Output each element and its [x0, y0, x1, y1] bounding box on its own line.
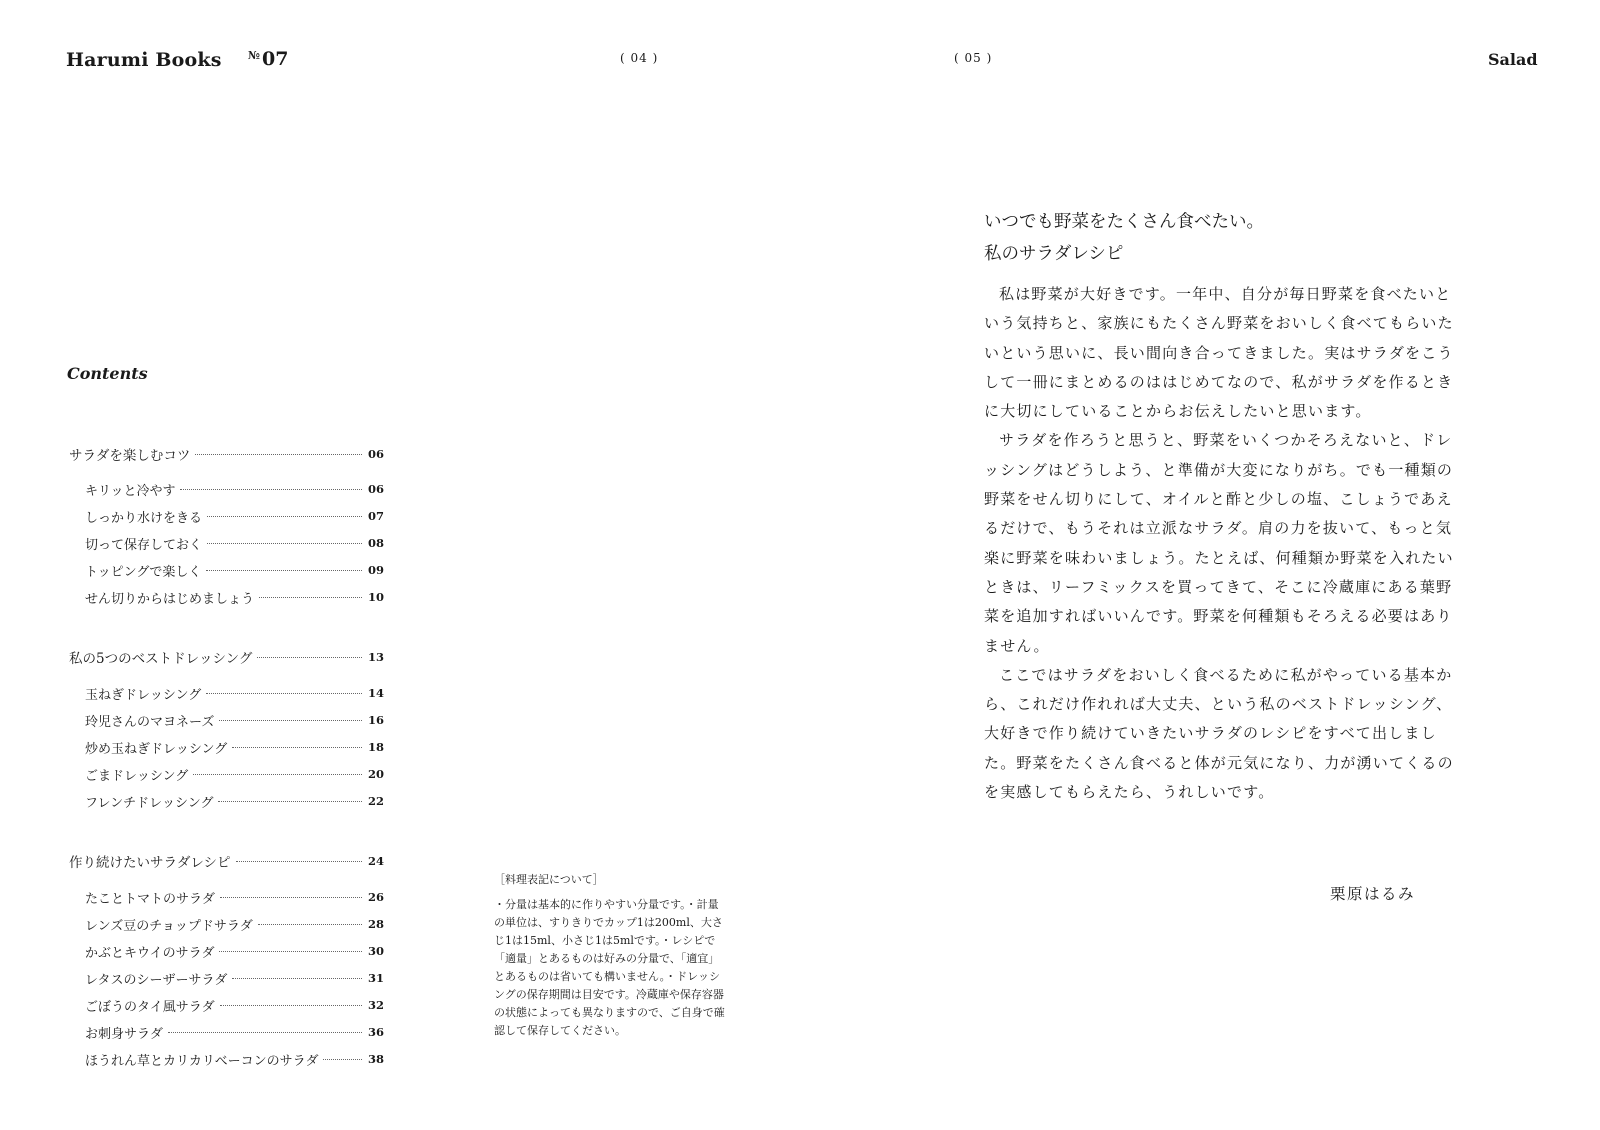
toc-page: 30 [368, 944, 385, 958]
toc-leader [193, 774, 362, 775]
toc-leader [323, 1059, 362, 1060]
issue-value: 07 [261, 48, 289, 70]
toc-page: 24 [368, 854, 385, 868]
toc-leader [168, 1032, 362, 1033]
toc-page: 06 [368, 482, 385, 496]
essay-body [984, 280, 1456, 807]
toc-label: レンズ豆のチョップドサラダ [85, 918, 253, 934]
toc-leader [232, 747, 362, 748]
toc-label: 玉ねぎドレッシング [85, 687, 202, 703]
toc-row[interactable] [85, 942, 384, 960]
toc-page: 13 [368, 650, 385, 664]
toc-label: サラダを楽しむコツ [69, 448, 191, 464]
toc-row[interactable] [69, 445, 384, 463]
toc-row[interactable] [85, 969, 384, 987]
toc-leader [207, 543, 362, 544]
toc-page: 22 [368, 794, 385, 808]
toc-row[interactable] [85, 711, 384, 729]
toc-label: 切って保存しておく [85, 537, 203, 553]
toc-page: 28 [368, 917, 385, 931]
toc-page: 09 [368, 563, 385, 577]
toc-page: 31 [368, 971, 385, 985]
issue-number [248, 48, 288, 70]
toc-leader [207, 516, 362, 517]
contents-title: Contents [67, 364, 148, 383]
toc-leader [259, 597, 362, 598]
essay-heading-line-1: いつでも野菜をたくさん食べたい。 [984, 212, 1264, 232]
section-name: Salad [1488, 50, 1538, 69]
toc-page: 07 [368, 509, 385, 523]
toc-page: 10 [368, 590, 385, 604]
toc-page: 18 [368, 740, 385, 754]
toc-row[interactable] [85, 915, 384, 933]
note-title: ［料理表記について］ [494, 873, 604, 886]
toc-row[interactable] [85, 792, 384, 810]
toc-page: 06 [368, 447, 385, 461]
toc-leader [195, 454, 362, 455]
toc-label: たことトマトのサラダ [85, 891, 215, 907]
toc-leader [257, 657, 362, 658]
toc-label: 玲児さんのマヨネーズ [85, 714, 215, 730]
toc-page: 32 [368, 998, 385, 1012]
toc-page: 20 [368, 767, 385, 781]
toc-label: お刺身サラダ [85, 1026, 163, 1042]
toc-leader [219, 720, 362, 721]
toc-row[interactable] [85, 684, 384, 702]
toc-row[interactable] [85, 561, 384, 579]
brand-title: Harumi Books [66, 49, 222, 71]
toc-leader [206, 570, 362, 571]
essay-paragraph: 私は野菜が大好きです。一年中、自分が毎日野菜を食べたいという気持ちと、家族にもたくさん野菜をおいしく食べてもらいたいという思いに、長い間向き合ってきました。実はサラダをこうして一冊にまとめるのははじめてなので、私がサラダを作るときに大切にしていることからお伝えしたいと思います。 [984, 285, 1454, 421]
toc-leader [220, 1005, 362, 1006]
toc-page: 26 [368, 890, 385, 904]
toc-leader [236, 861, 362, 862]
toc-row[interactable] [85, 996, 384, 1014]
essay-heading [984, 206, 1264, 270]
toc-row[interactable] [85, 480, 384, 498]
toc-label: トッピングで楽しく [85, 564, 202, 580]
toc-label: かぶとキウイのサラダ [85, 945, 215, 961]
toc-row[interactable] [85, 765, 384, 783]
toc-label: せん切りからはじめましょう [85, 591, 255, 607]
toc-label: フレンチドレッシング [85, 795, 214, 811]
toc-leader [258, 924, 362, 925]
essay-heading-line-2: 私のサラダレシピ [984, 244, 1124, 264]
toc-label: キリッと冷やす [85, 483, 176, 499]
toc-label: ごまドレッシング [85, 768, 189, 784]
toc-page: 08 [368, 536, 385, 550]
toc-row[interactable] [85, 888, 384, 906]
toc-label: ごぼうのタイ風サラダ [85, 999, 215, 1015]
toc-leader [220, 897, 362, 898]
toc-row[interactable] [85, 588, 384, 606]
toc-leader [206, 693, 362, 694]
toc-page: 14 [368, 686, 385, 700]
toc-page: 36 [368, 1025, 385, 1039]
toc-label: 炒め玉ねぎドレッシング [85, 741, 228, 757]
toc-leader [218, 801, 362, 802]
toc-row[interactable] [85, 507, 384, 525]
toc-row[interactable] [85, 738, 384, 756]
toc-row[interactable] [85, 1023, 384, 1041]
toc-label: 作り続けたいサラダレシピ [69, 855, 231, 871]
essay-paragraph: ここではサラダをおいしく食べるために私がやっている基本から、これだけ作れれば大丈夫、という私のベストドレッシング、大好きで作り続けていきたいサラダのレシピをすべて出しました。野菜をたくさん食べると体が元気になり、力が湧いてくるのを実感してもらえたら、うれしいです。 [984, 665, 1454, 802]
toc-row[interactable] [85, 534, 384, 552]
toc-row[interactable] [85, 1050, 384, 1068]
issue-prefix: № [248, 49, 260, 62]
toc-leader [232, 978, 362, 979]
toc-label: しっかり水けをきる [85, 510, 203, 526]
page-number-left: ( 04 ) [620, 51, 659, 65]
author-signature: 栗原はるみ [1330, 885, 1416, 903]
page-number-right: ( 05 ) [954, 51, 993, 65]
toc-leader [180, 489, 362, 490]
toc-page: 38 [368, 1052, 385, 1066]
toc-row[interactable] [69, 852, 384, 870]
toc-row[interactable] [69, 648, 384, 666]
essay-paragraph: サラダを作ろうと思うと、野菜をいくつかそろえないと、ドレッシングはどうしよう、と準備が大変になりがち。でも一種類の野菜をせん切りにして、オイルと酢と少しの塩、こしょうであえるだけで、もうそれは立派なサラダ。肩の力を抜いて、もっと気楽に野菜を味わいましょう。たとえば、何種類か野菜を入れたいときは、リーフミックスを買ってきて、そこに冷蔵庫にある葉野菜を追加すればいいんです。野菜を何種類もそろえる必要はありません。 [984, 431, 1454, 655]
toc-label: ほうれん草とカリカリベーコンのサラダ [85, 1053, 319, 1069]
toc-label: 私の5つのベストドレッシング [69, 651, 253, 667]
toc-page: 16 [368, 713, 385, 727]
toc-label: レタスのシーザーサラダ [85, 972, 228, 988]
note-body [494, 896, 726, 1040]
toc-leader [219, 951, 362, 952]
note-text: ・分量は基本的に作りやすい分量です。・計量の単位は、すりきりでカップ1は200ml、大さじ1は15ml、小さじ1は5mlです。・レシピで「適量」とあるものは好みの分量で、「適宜」とあるものは省いても構いません。・ドレッシングの保存期間は目安です。冷蔵庫や保存容器の状態によっても異なりますので、ご自身で確認して保存してください。 [494, 898, 725, 1037]
